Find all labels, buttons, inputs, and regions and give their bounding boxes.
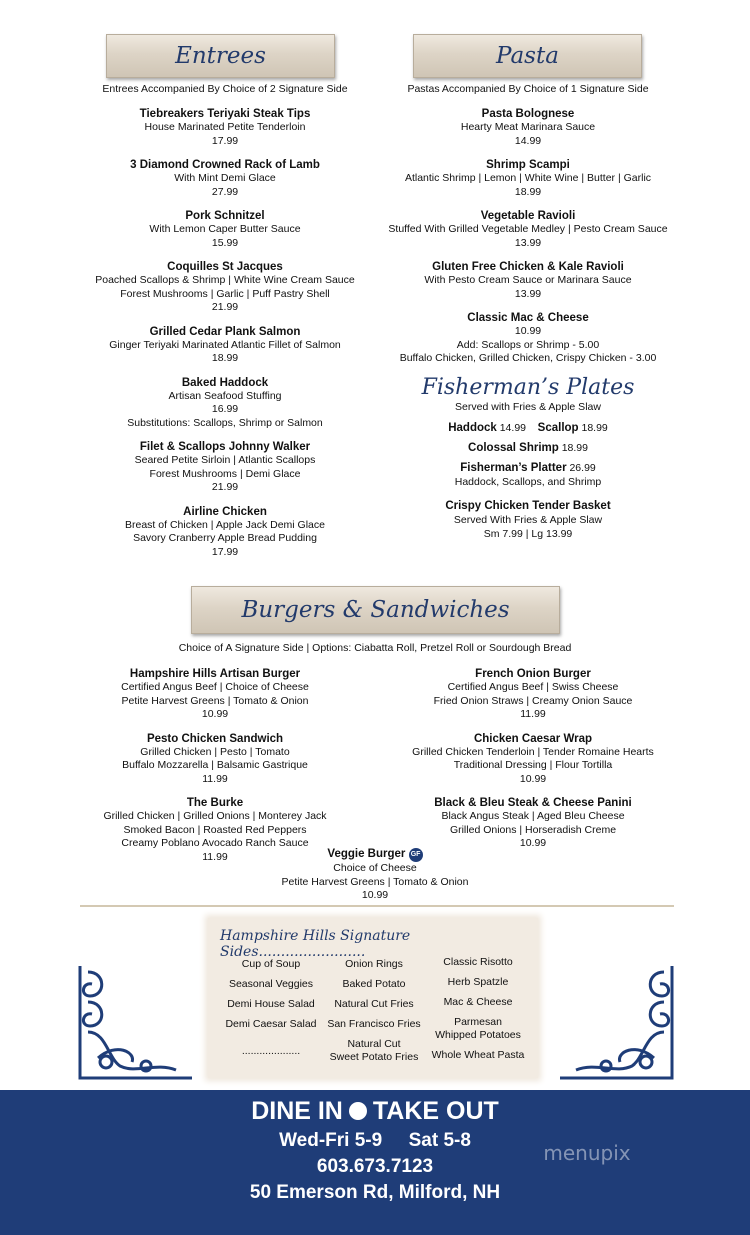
- burgers-right-list: [388, 667, 678, 851]
- menu-item-description: Traditional Dressing | Flour Tortilla: [453, 759, 613, 771]
- signature-sides-box: [208, 918, 538, 1078]
- scallop-label: Scallop: [537, 422, 579, 434]
- veggie-burger-label: Veggie Burger: [327, 848, 406, 860]
- entrees-list: [90, 107, 360, 559]
- sides-col-2: [324, 958, 424, 1071]
- side-item: Cup of Soup: [241, 958, 301, 970]
- menu-item: [90, 325, 360, 366]
- menu-item-description: Atlantic Shrimp | Lemon | White Wine | Butter | Garlic: [404, 172, 652, 184]
- menu-item: [90, 107, 360, 148]
- fisherman-subtitle: Served with Fries & Apple Slaw: [455, 401, 601, 413]
- menu-item-price: 10.99: [519, 772, 547, 785]
- side-item: Onion Rings: [345, 958, 403, 970]
- menu-item-description: Seared Petite Sirloin | Atlantic Scallops: [134, 454, 316, 466]
- tender-price: Sm 7.99 | Lg 13.99: [483, 528, 573, 540]
- menu-item-description: Ginger Teriyaki Marinated Atlantic Fillet of Salmon: [109, 338, 341, 351]
- fisherman-title: Fisherman’s Plates: [421, 375, 635, 400]
- side-item: Whipped Potatoes: [435, 1029, 521, 1041]
- menu-item-price: 17.99: [211, 545, 239, 558]
- burgers-banner: [191, 586, 560, 634]
- veggie-line-1: Choice of Cheese: [333, 862, 417, 874]
- menu-item-description: Grilled Onions | Horseradish Creme: [449, 823, 617, 836]
- menu-item-name: Filet & Scallops Johnny Walker: [139, 441, 311, 453]
- menu-item-description: With Pesto Cream Sauce or Marinara Sauce: [424, 274, 632, 286]
- menu-item-name: Tiebreakers Teriyaki Steak Tips: [139, 108, 311, 120]
- menu-item-name: Gluten Free Chicken & Kale Ravioli: [432, 261, 624, 273]
- menu-item-name: Vegetable Ravioli: [480, 210, 576, 222]
- menu-item-description: Grilled Chicken Tenderloin | Tender Romaine Hearts: [412, 745, 654, 758]
- menu-item: [90, 376, 360, 431]
- menu-item: [388, 311, 668, 366]
- side-item: Sweet Potato Fries: [329, 1051, 419, 1063]
- left-corner-ornament-icon: [76, 962, 196, 1082]
- menu-item-description: Fried Onion Straws | Creamy Onion Sauce: [433, 694, 633, 707]
- menu-item-price: 10.99: [514, 325, 542, 337]
- section-divider: [80, 905, 674, 907]
- menu-item-description: Grilled Chicken | Pesto | Tomato: [140, 745, 290, 758]
- menu-item: [388, 107, 668, 148]
- menu-item-price: 15.99: [211, 236, 239, 249]
- platter-desc: Haddock, Scallops, and Shrimp: [454, 476, 602, 488]
- menu-item-description: Poached Scallops & Shrimp | White Wine Cream Sauce: [95, 274, 355, 286]
- menu-item: [90, 440, 360, 495]
- menu-item: [90, 209, 360, 250]
- menu-item-description: Stuffed With Grilled Vegetable Medley | Pesto Cream Sauce: [388, 223, 668, 235]
- menu-item-price: 27.99: [211, 185, 239, 198]
- sides-title: Hampshire Hills Signature Sides........................: [220, 928, 411, 960]
- menu-item-description: Petite Harvest Greens | Tomato & Onion: [121, 694, 309, 707]
- menu-item-name: Classic Mac & Cheese: [467, 312, 589, 324]
- menu-item-price: 17.99: [211, 134, 239, 147]
- address: 50 Emerson Rd, Milford, NH: [249, 1182, 501, 1203]
- menu-item-price: 14.99: [514, 134, 542, 147]
- menu-item-price: 11.99: [202, 772, 228, 785]
- burgers-right-column: [388, 667, 678, 861]
- menu-item-description: Creamy Poblano Avocado Ranch Sauce: [121, 837, 309, 849]
- menu-item: [85, 732, 345, 787]
- pasta-list: [388, 107, 668, 366]
- tender-desc: Served With Fries & Apple Slaw: [453, 514, 603, 526]
- take-out-label: TAKE OUT: [372, 1097, 499, 1125]
- side-item: ....................: [241, 1045, 301, 1057]
- menu-item-description: Buffalo Mozzarella | Balsamic Gastrique: [122, 759, 308, 771]
- menu-item: [388, 158, 668, 199]
- pasta-subtitle: Pastas Accompanied By Choice of 1 Signature Side: [407, 83, 649, 95]
- menu-item-description: Certified Angus Beef | Choice of Cheese: [121, 681, 309, 693]
- menu-item-description: Certified Angus Beef | Swiss Cheese: [447, 681, 619, 693]
- side-item: Herb Spatzle: [447, 976, 509, 988]
- menu-item-name: Grilled Cedar Plank Salmon: [149, 325, 301, 338]
- side-item: Whole Wheat Pasta: [431, 1049, 525, 1061]
- entrees-column: [90, 83, 360, 569]
- entrees-title: Entrees: [175, 43, 266, 69]
- menupix-watermark: menupix: [543, 1141, 631, 1165]
- sides-col-1: [216, 958, 326, 1065]
- menu-item-name: Pork Schnitzel: [185, 210, 265, 222]
- menu-item-description: Artisan Seafood Stuffing: [168, 389, 282, 402]
- shrimp-price: 18.99: [561, 442, 588, 454]
- phone-number[interactable]: 603.673.7123: [316, 1156, 434, 1177]
- menu-item-description: Savory Cranberry Apple Bread Pudding: [133, 532, 317, 544]
- menu-item-price: 21.99: [211, 301, 239, 313]
- menu-item-name: Shrimp Scampi: [486, 159, 570, 171]
- menu-item-description: Smoked Bacon | Roasted Red Peppers: [123, 823, 307, 836]
- veggie-burger: [240, 847, 510, 903]
- menu-item-name: Hampshire Hills Artisan Burger: [129, 668, 301, 680]
- menu-item-name: Pasta Bolognese: [481, 108, 575, 120]
- platter-label: Fisherman’s Platter: [460, 462, 567, 474]
- menu-item: [388, 260, 668, 301]
- menu-item: [388, 796, 678, 851]
- menu-item-note: Substitutions: Scallops, Shrimp or Salmon: [127, 416, 323, 429]
- side-item: Demi House Salad: [227, 998, 315, 1010]
- menu-item-description: Black Angus Steak | Aged Bleu Cheese: [441, 810, 625, 822]
- right-corner-ornament-icon: [556, 962, 676, 1082]
- burgers-left-column: [85, 667, 345, 874]
- menu-item-description: Hearty Meat Marinara Sauce: [460, 121, 596, 133]
- menu-item-price: 11.99: [520, 708, 546, 720]
- veggie-line-2: Petite Harvest Greens | Tomato & Onion: [281, 875, 469, 888]
- menu-item-price: 21.99: [211, 481, 239, 493]
- menu-item-description: Grilled Chicken | Grilled Onions | Monterey Jack: [103, 810, 327, 822]
- menu-item: [90, 260, 360, 315]
- side-item: Natural Cut: [347, 1038, 401, 1050]
- menu-item: [90, 158, 360, 199]
- pasta-banner: [413, 34, 642, 78]
- menu-item: [85, 667, 345, 722]
- menu-item: [388, 667, 678, 722]
- menu-item-name: Coquilles St Jacques: [167, 261, 283, 273]
- menu-item-price: 18.99: [211, 352, 239, 364]
- entrees-banner: [106, 34, 335, 78]
- sides-col-3: [424, 956, 532, 1069]
- menu-item-name: Chicken Caesar Wrap: [473, 732, 593, 745]
- platter-price: 26.99: [569, 462, 596, 474]
- menu-item-description: House Marinated Petite Tenderloin: [144, 121, 306, 133]
- side-item: Natural Cut Fries: [334, 998, 414, 1010]
- scallop-price: 18.99: [581, 422, 608, 434]
- menu-item-name: Black & Bleu Steak & Cheese Panini: [434, 797, 632, 809]
- fisherman-haddock-scallop: [388, 421, 668, 435]
- menu-item-description: Forest Mushrooms | Demi Glace: [149, 467, 301, 480]
- side-item: San Francisco Fries: [327, 1018, 421, 1030]
- hours-saturday: Sat 5-8: [408, 1130, 471, 1151]
- menu-item-price: 18.99: [514, 185, 542, 198]
- fisherman-shrimp: [388, 441, 668, 455]
- side-item: Classic Risotto: [443, 956, 513, 968]
- gluten-free-badge: GF: [409, 848, 423, 862]
- burgers-subtitle: Choice of A Signature Side | Options: Ciabatta Roll, Pretzel Roll or Sourdough Bread: [178, 642, 572, 654]
- menu-item-note: Add: Scallops or Shrimp - 5.00: [456, 338, 600, 351]
- menu-item: [90, 505, 360, 560]
- veggie-price: 10.99: [361, 889, 389, 901]
- hours-weekday: Wed-Fri 5-9: [279, 1130, 383, 1151]
- menu-item-name: Airline Chicken: [183, 505, 267, 518]
- menu-item-note: Buffalo Chicken, Grilled Chicken, Crispy Chicken - 3.00: [399, 352, 657, 364]
- menu-item-name: French Onion Burger: [475, 668, 591, 680]
- menu-item-name: The Burke: [186, 797, 244, 809]
- menu-item: [388, 732, 678, 787]
- menu-item-price: 13.99: [514, 287, 542, 300]
- shrimp-label: Colossal Shrimp: [468, 442, 559, 454]
- fisherman-section: [388, 375, 668, 541]
- dine-take-line: [0, 1096, 750, 1126]
- pasta-title: Pasta: [496, 43, 559, 69]
- menu-item-price: 11.99: [202, 850, 228, 863]
- menu-item: [388, 209, 668, 250]
- fisherman-platter: [388, 461, 668, 475]
- tender-label: Crispy Chicken Tender Basket: [445, 500, 611, 512]
- haddock-price: 14.99: [499, 422, 526, 434]
- entrees-subtitle: Entrees Accompanied By Choice of 2 Signature Side: [102, 83, 348, 95]
- dine-in-label: DINE IN: [251, 1097, 343, 1125]
- menu-item-name: 3 Diamond Crowned Rack of Lamb: [130, 159, 320, 171]
- side-item: Seasonal Veggies: [228, 978, 314, 990]
- veggie-burger-name: [240, 847, 510, 862]
- bullet-dot-icon: [349, 1102, 367, 1120]
- menu-item-description: Breast of Chicken | Apple Jack Demi Glace: [125, 518, 325, 531]
- menu-item-description: Forest Mushrooms | Garlic | Puff Pastry Shell: [120, 287, 330, 300]
- menu-item-description: With Lemon Caper Butter Sauce: [149, 223, 301, 235]
- side-item: Baked Potato: [342, 978, 406, 990]
- side-item: Mac & Cheese: [443, 996, 513, 1008]
- menu-item-name: Baked Haddock: [181, 376, 269, 389]
- haddock-label: Haddock: [448, 422, 497, 434]
- side-item: Demi Caesar Salad: [225, 1018, 317, 1030]
- menu-item-price: 10.99: [519, 837, 547, 849]
- menu-item-description: With Mint Demi Glace: [174, 172, 276, 184]
- menu-item-name: Pesto Chicken Sandwich: [146, 732, 284, 745]
- pasta-column: [388, 83, 668, 376]
- menu-item-price: 16.99: [211, 403, 239, 415]
- menu-item-price: 10.99: [201, 708, 229, 720]
- side-item: Parmesan: [454, 1016, 502, 1028]
- burgers-title: Burgers & Sandwiches: [241, 597, 510, 623]
- burgers-left-list: [85, 667, 345, 864]
- menu-item-price: 13.99: [514, 236, 542, 249]
